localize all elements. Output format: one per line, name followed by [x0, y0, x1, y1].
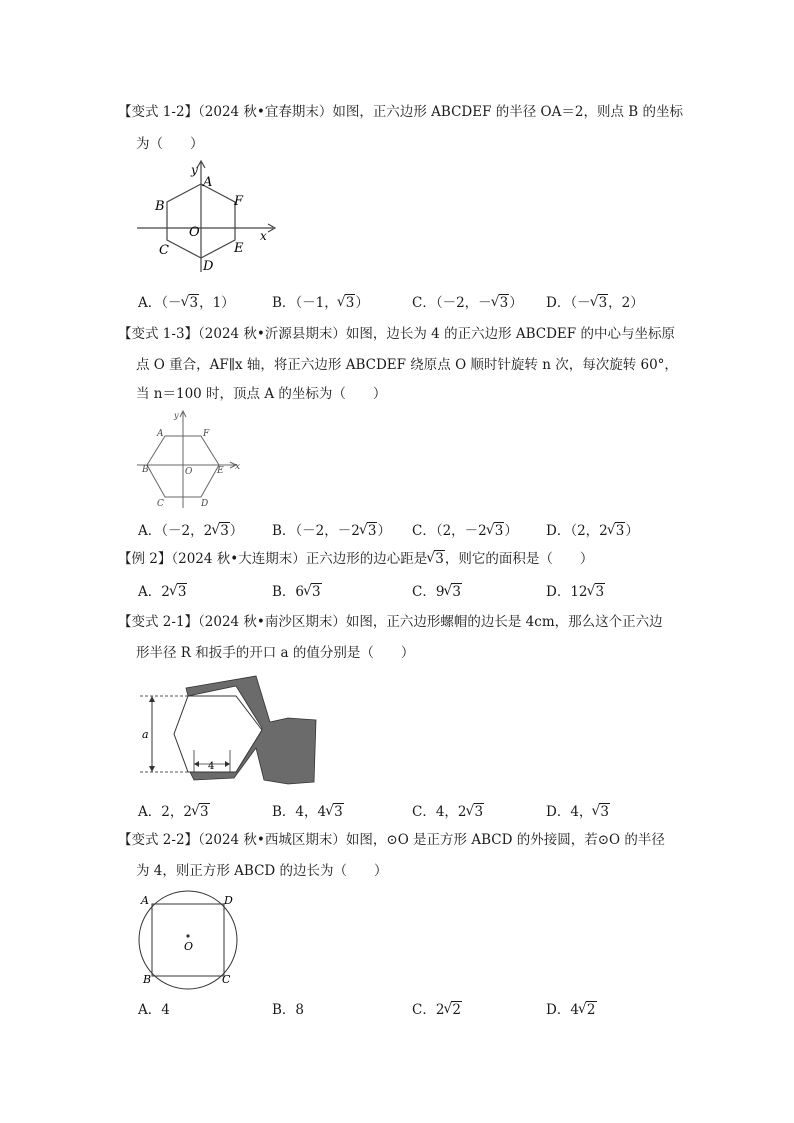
q12-hexagon-figure: [135, 158, 285, 280]
q12-label-c: C: [159, 243, 169, 258]
q13-option-b: B．（－2，－2√ 3）: [272, 519, 391, 539]
q13-label-x: x: [235, 462, 241, 472]
q22-stem-line2: 为 4，则正方形 ABCD 的边长为（ ）: [136, 863, 388, 879]
q12-label-b: B: [155, 199, 165, 214]
q12-option-a: A．（－√ 3，1）: [138, 291, 235, 311]
q12-label-a: A: [203, 175, 213, 190]
q21-wrench-figure: [138, 672, 318, 790]
q13-stem-line2: 点 O 重合，AF∥x 轴，将正六边形 ABCDEF 绕原点 O 顺时针旋转 n 次，每次旋转 60°，: [136, 357, 678, 373]
q12-label-o: O: [189, 225, 200, 240]
q13-stem-line1: 【变式 1-3】（2024 秋•沂源县期末）如图，边长为 4 的正六边形 ABCDEF 的中心与坐标原: [118, 326, 675, 342]
q22-label-b: B: [143, 973, 152, 986]
q22-circle-square-figure: [134, 890, 246, 994]
q13-label-o: O: [185, 467, 193, 477]
q12-label-e: E: [234, 241, 244, 256]
q13-option-c: C．（2，－2√ 3）: [412, 519, 518, 539]
q22-label-d: D: [224, 894, 233, 907]
q12-label-x: x: [260, 229, 267, 243]
q21-stem-line2: 形半径 R 和扳手的开口 a 的值分别是（ ）: [136, 645, 415, 661]
q21-label-4: 4: [208, 761, 215, 772]
q21-label-a: a: [142, 728, 149, 741]
q13-label-d: D: [201, 499, 209, 509]
q22-stem-line1: 【变式 2-2】（2024 秋•西城区期末）如图，⊙O 是正方形 ABCD 的外接圆，若⊙O 的半径: [118, 832, 665, 848]
q13-stem-line3: 当 n＝100 时，顶点 A 的坐标为（ ）: [136, 386, 387, 402]
q13-label-f: F: [203, 429, 210, 439]
q12-label-y: y: [191, 163, 198, 177]
q13-option-a: A．（－2，2√ 3）: [138, 519, 243, 539]
q12-stem-line1: 【变式 1-2】（2024 秋•宜春期末）如图，正六边形 ABCDEF 的半径 OA＝2，则点 B 的坐标: [118, 104, 683, 120]
ex2-option-d: D．12√ 3: [546, 580, 605, 600]
q13-option-d: D．（2，2√ 3）: [546, 519, 639, 539]
q21-option-d: D．4，√ 3: [546, 800, 610, 820]
ex2-option-c: C．9√ 3: [412, 580, 462, 600]
q12-label-f: F: [234, 194, 244, 209]
q21-option-a: A．2，2√ 3: [138, 800, 210, 820]
ex2-stem: 【例 2】（2024 秋•大连期末）正六边形的边心距是√ 3，则它的面积是（ ）: [118, 550, 593, 568]
q22-option-a: A．4: [138, 1002, 170, 1018]
q13-label-a: A: [157, 429, 164, 439]
q21-stem-line1: 【变式 2-1】（2024 秋•南沙区期末）如图，正六边形螺帽的边长是 4cm，那么这个正六边: [118, 614, 663, 630]
q22-option-d: D．4√ 2: [546, 998, 597, 1018]
q22-label-a: A: [141, 894, 149, 907]
q13-label-e: E: [217, 466, 224, 476]
q12-option-c: C．（－2，－√ 3）: [412, 291, 523, 311]
q21-option-c: C．4，2√ 3: [412, 800, 484, 820]
q13-label-c: C: [157, 499, 164, 509]
q22-option-c: C．2√ 2: [412, 998, 462, 1018]
q13-label-b: B: [142, 465, 149, 475]
q13-hexagon-figure: [135, 408, 245, 516]
q12-label-d: D: [203, 259, 214, 274]
q21-option-b: B．4，4√ 3: [272, 800, 344, 820]
ex2-option-b: B．6√ 3: [272, 580, 322, 600]
q12-option-b: B．（－1，√ 3）: [272, 291, 369, 311]
q22-option-b: B．8: [272, 1002, 305, 1018]
q13-label-y: y: [174, 411, 179, 420]
ex2-option-a: A．2√ 3: [138, 580, 187, 600]
q22-label-o: O: [184, 940, 194, 953]
q22-label-c: C: [222, 973, 231, 986]
q12-stem-line2: 为（ ）: [136, 136, 204, 152]
q12-option-d: D．（－√ 3，2）: [546, 291, 644, 311]
